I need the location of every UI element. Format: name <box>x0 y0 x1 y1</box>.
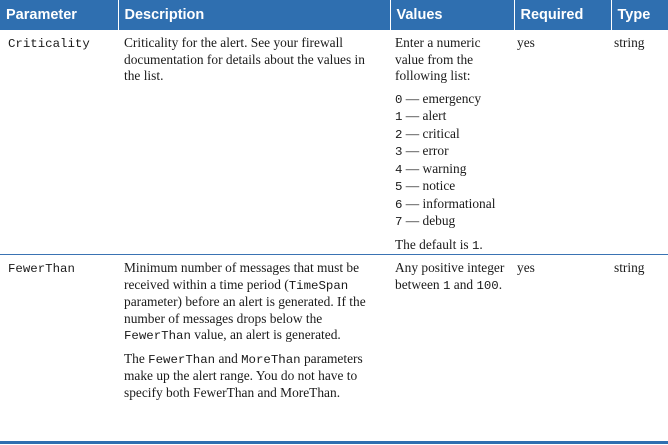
header-values: Values <box>390 0 514 30</box>
type-value: string <box>614 35 645 50</box>
values-intro: Enter a numeric value from the following list: <box>395 35 481 83</box>
list-item: 1 — alert <box>395 108 447 124</box>
list-item: 0 — emergency <box>395 90 482 107</box>
required-value: yes <box>517 35 535 50</box>
type-cell <box>611 255 668 443</box>
param-name: FewerThan <box>8 262 75 276</box>
default-note: The default is 1. <box>395 236 483 253</box>
list-item: 2 — critical <box>395 125 460 142</box>
header-description: Description <box>118 0 390 30</box>
list-item: 6 — informational <box>395 195 496 212</box>
list-item: 4 — warning <box>395 160 467 177</box>
table-row <box>0 255 668 443</box>
description-cell <box>118 30 390 255</box>
header-required: Required <box>514 0 611 30</box>
list-item: 5 — notice <box>395 178 456 194</box>
param-cell <box>0 255 118 443</box>
list-item: 3 — error <box>395 143 449 159</box>
description-paragraph: The FewerThan and MoreThan parameters make up the alert range. You do not have to specify both FewerThan and MoreThan. <box>124 350 363 400</box>
required-value: yes <box>517 260 535 275</box>
required-cell <box>514 255 611 443</box>
description-text: Criticality for the alert. See your firewall documentation for details about the values in the list. <box>124 35 365 83</box>
param-cell <box>0 30 118 255</box>
header-type: Type <box>611 0 668 30</box>
table-row <box>0 30 668 255</box>
values-cell <box>390 255 514 443</box>
description-paragraph: Minimum number of messages that must be received within a time period (TimeSpan parameter) before an alert is generated. If the number of messages drops below the FewerThan value, an alert is generated. <box>124 260 366 343</box>
values-cell <box>390 30 514 255</box>
param-name: Criticality <box>8 37 90 51</box>
type-cell <box>611 30 668 255</box>
criticality-levels-list <box>395 91 508 231</box>
type-value: string <box>614 260 645 275</box>
values-text: Any positive integer between 1 and 100. <box>395 260 505 293</box>
header-parameter: Parameter <box>0 0 118 30</box>
table-header-row <box>0 0 668 30</box>
description-cell <box>118 255 390 443</box>
list-item: 7 — debug <box>395 213 456 229</box>
required-cell <box>514 30 611 255</box>
